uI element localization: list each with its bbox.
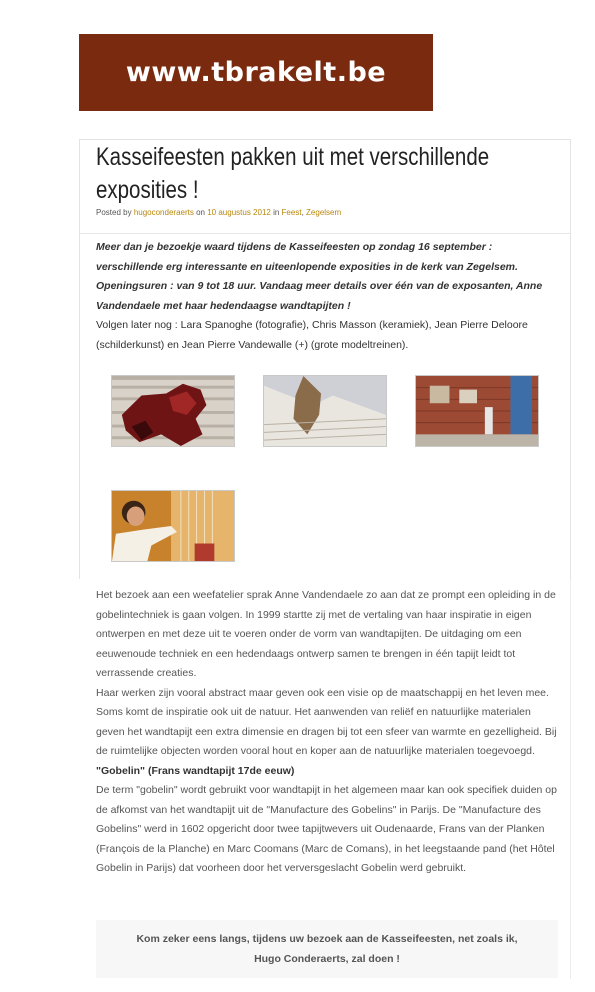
post-meta — [96, 208, 341, 217]
gallery-thumb-tapestry-white[interactable] — [263, 375, 387, 447]
gallery-thumb-tapestry-red[interactable] — [111, 375, 235, 447]
gallery-thumb-weaver-portrait[interactable] — [111, 490, 235, 562]
content-border — [570, 579, 571, 979]
author-link[interactable]: hugoconderaerts — [133, 208, 194, 217]
callout-box — [96, 920, 558, 978]
site-logo-text: www.tbrakelt.be — [125, 57, 387, 88]
body-paragraph-1: Het bezoek aan een weefatelier sprak Anne Vandendaele zo aan dat ze prompt een opleiding in de gobelintechniek is gaan volgen. In 1999 startte zij met de vertaling van haar inspiratie in eigen ontwerpen en met deze uit te voeren onder de vorm van wandtapijten. De uitdaging om een eeuwenoude techniek en een hedendaags ontwerp samen te brengen in één tapijt leidt tot verrassende creaties. — [96, 589, 556, 679]
gobelin-subheading: "Gobelin" (Frans wandtapijt 17de eeuw) — [96, 764, 295, 777]
site-logo-banner[interactable] — [79, 34, 433, 111]
gallery-thumb-church-interior[interactable] — [415, 375, 539, 447]
date-link[interactable]: 10 augustus 2012 — [207, 208, 271, 217]
meta-divider — [80, 233, 570, 234]
intro-follow: Volgen later nog : Lara Spanoghe (fotografie), Chris Masson (keramiek), Jean Pierre Deloore (schilderkunst) en Jean Pierre Vandewalle (+) (grote modeltreinen). — [96, 319, 528, 351]
gobelin-paragraph: De term "gobelin" wordt gebruikt voor wandtapijt in het algemeen maar kan ook specifiek duiden op de afkomst van het wandtapijt uit de "Manufacture des Gobelins" in Parijs. De "Manufacture des Gobelins" werd in 1602 opgericht door twee tapijtwevers uit Oudenaarde, Frans van der Planken (François de la Planche) en Marc Coomans (Marc de Comans), in het leegstaande pand (het Hôtel Gobelin in Parijs) dat voorheen door het verversgeslacht Gobelin werd gebruikt. — [96, 784, 557, 874]
post-intro — [96, 238, 556, 355]
callout-text: Kom zeker eens langs, tijdens uw bezoek aan de Kasseifeesten, net zoals ik, Hugo Conderaerts, zal doen ! — [136, 933, 518, 965]
meta-separator: , — [301, 208, 304, 217]
post-body — [96, 586, 558, 879]
body-paragraph-2: Haar werken zijn vooral abstract maar geven ook een visie op de maatschappij en het leven mee. Soms komt de inspiratie ook uit de natuur. Het aanwenden van reliëf en natuurlijke materialen geven het wandtapijt een extra dimensie en dragen bij tot een sfeer van warmte en gezelligheid. Bij de ruimtelijke objecten worden vooral hout en koper aan de natuurlijke materialen toegevoegd. — [96, 686, 557, 757]
meta-on: on — [196, 208, 205, 217]
intro-lead: Meer dan je bezoekje waard tijdens de Kasseifeesten op zondag 16 september : verschillende erg interessante en uiteenlopende exposities in de kerk van Zegelsem. Openingsuren : van 9 tot 18 uur. Vandaag meer details over één van de exposanten, Anne Vandendaele met haar hedendaagse wandtapijten ! — [96, 241, 543, 312]
meta-in: in — [273, 208, 280, 217]
meta-prefix: Posted by — [96, 208, 132, 217]
category-link-zegelsem[interactable]: Zegelsem — [306, 208, 342, 217]
category-link-feest[interactable]: Feest — [281, 208, 302, 217]
post-title[interactable]: Kasseifeesten pakken uit met verschillende exposities ! — [96, 143, 490, 204]
